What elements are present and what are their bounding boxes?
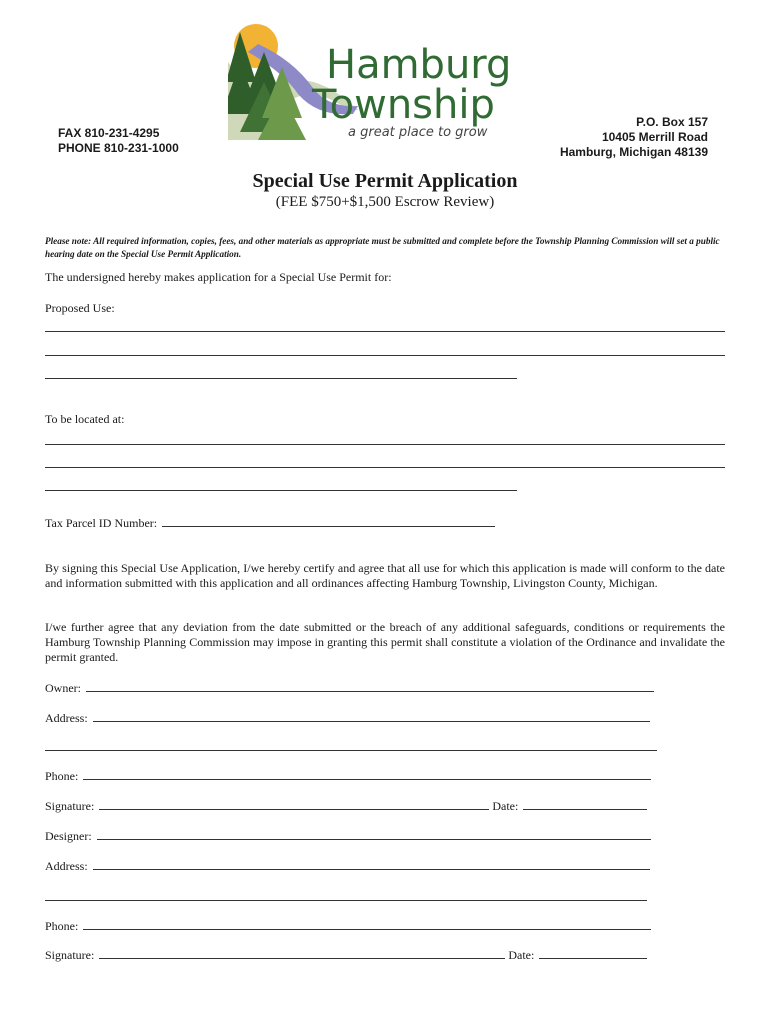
designer-field	[45, 828, 651, 842]
located-label: To be located at:	[45, 412, 125, 426]
contact-left	[58, 126, 179, 156]
owner-phone-field	[45, 768, 651, 782]
note-paragraph: Please note: All required information, copies, fees, and other materials as appropriate must be submitted and complete before the Township Planning Commission will set a public hearing date on the Special Use Permit Application.	[45, 236, 720, 259]
owner-signature-input[interactable]	[99, 798, 489, 810]
owner-address-field	[45, 710, 650, 724]
contact-right	[560, 115, 708, 160]
designer-signature-input[interactable]	[99, 947, 505, 959]
designer-address-line-2[interactable]	[45, 900, 647, 901]
owner-date-label: Date:	[492, 799, 519, 813]
owner-label: Owner:	[45, 681, 81, 695]
certify-paragraph: By signing this Special Use Application, I/we hereby certify and agree that all use for which this application is made will conform to the date and information submitted with this application and all ordinances affecting Hamburg Township, Livingston County, Michigan.	[45, 561, 725, 590]
fee-subtitle: (FEE $750+$1,500 Escrow Review)	[275, 194, 495, 210]
proposed-use-label: Proposed Use:	[45, 301, 115, 315]
proposed-use-line-3[interactable]	[45, 378, 517, 379]
owner-phone-label: Phone:	[45, 769, 79, 783]
designer-phone-label: Phone:	[45, 919, 79, 933]
tax-parcel-field	[45, 515, 495, 529]
page-title: Special Use Permit Application	[252, 170, 518, 192]
proposed-use-line-1[interactable]	[45, 331, 725, 332]
city-state: Hamburg, Michigan 48139	[559, 145, 708, 159]
logo-tagline: a great place to grow	[348, 125, 488, 140]
location-line-1[interactable]	[45, 444, 725, 445]
logo-text-line1: Hamburg	[326, 42, 512, 88]
tax-parcel-input[interactable]	[162, 515, 495, 527]
owner-input[interactable]	[86, 680, 654, 692]
owner-date-input[interactable]	[523, 798, 647, 810]
owner-signature-label: Signature:	[45, 799, 95, 813]
po-box: P.O. Box 157	[636, 115, 708, 129]
street-address: 10405 Merrill Road	[601, 130, 708, 144]
designer-phone-field	[45, 918, 651, 932]
designer-label: Designer:	[45, 829, 92, 843]
designer-date-label: Date:	[508, 948, 535, 962]
owner-address-line-2[interactable]	[45, 750, 657, 751]
owner-address-input[interactable]	[93, 710, 650, 722]
owner-signature-field	[45, 798, 647, 812]
fax-number: FAX 810-231-4295	[58, 126, 160, 140]
owner-field	[45, 680, 654, 694]
designer-address-input[interactable]	[93, 858, 650, 870]
logo-text-line2: Township	[312, 82, 495, 128]
owner-phone-input[interactable]	[83, 768, 651, 780]
designer-address-label: Address:	[45, 859, 88, 873]
township-logo	[228, 22, 538, 140]
designer-date-input[interactable]	[539, 947, 647, 959]
location-line-2[interactable]	[45, 467, 725, 468]
intro-text: The undersigned hereby makes application for a Special Use Permit for:	[45, 270, 392, 284]
designer-signature-label: Signature:	[45, 948, 95, 962]
designer-input[interactable]	[97, 828, 651, 840]
designer-phone-input[interactable]	[83, 918, 651, 930]
phone-number: PHONE 810-231-1000	[58, 141, 179, 155]
location-line-3[interactable]	[45, 490, 517, 491]
designer-address-field	[45, 858, 650, 872]
proposed-use-line-2[interactable]	[45, 355, 725, 356]
tax-parcel-label: Tax Parcel ID Number:	[45, 516, 158, 530]
designer-signature-field	[45, 947, 647, 961]
deviation-paragraph: I/we further agree that any deviation from the date submitted or the breach of any additional safeguards, conditions or requirements the Hamburg Township Planning Commission may impose in granting this permit shall constitute a violation of the Ordinance and invalidate the permit granted.	[45, 620, 725, 664]
owner-address-label: Address:	[45, 711, 88, 725]
logo-graphic	[228, 22, 538, 140]
